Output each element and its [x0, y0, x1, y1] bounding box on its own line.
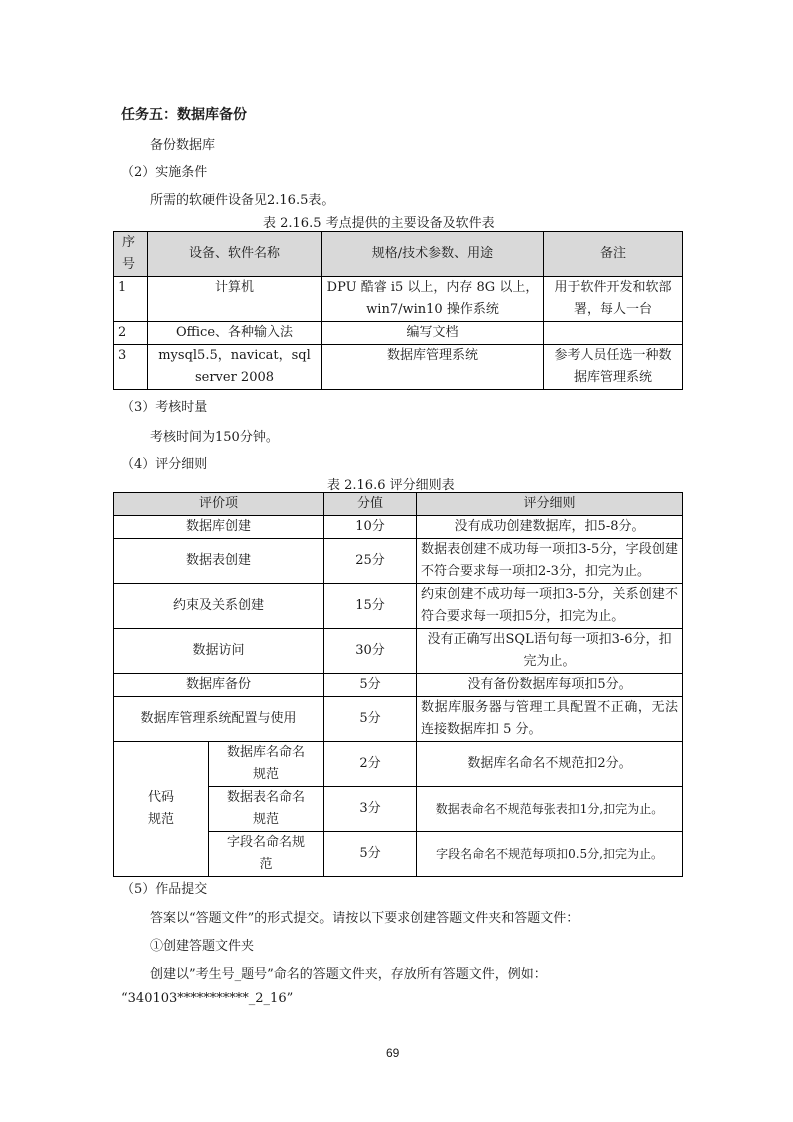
table2-cell-score: 15分 [324, 584, 417, 629]
table-row [114, 584, 683, 629]
section-4-title: （4）评分细则 [121, 457, 208, 472]
table1-cell-name: mysql5.5，navicat，sql server 2008 [148, 345, 322, 390]
table-row [114, 674, 683, 697]
table2-header-rule: 评分细则 [417, 493, 683, 516]
table2-cell-item: 数据库管理系统配置与使用 [114, 697, 324, 742]
table2-cell-rule: 没有正确写出SQL语句每一项扣3-6分，扣完为止。 [417, 629, 683, 674]
task-title: 任务五：数据库备份 [121, 107, 247, 123]
table2-cell-rule: 数据库服务器与管理工具配置不正确，无法连接数据库扣 5 分。 [417, 697, 683, 742]
table1-cell-no: 3 [114, 345, 148, 390]
table2-cell-item: 数据库创建 [114, 516, 324, 539]
table1-cell-note: 参考人员任选一种数据库管理系统 [544, 345, 683, 390]
section-5-text-2: 创建以”考生号_题号”命名的答题文件夹，存放所有答题文件，例如： [150, 967, 547, 982]
table2-header-score: 分值 [324, 493, 417, 516]
section-5-example: “340103***********_2_16” [121, 991, 294, 1006]
table1-cell-spec: 编写文档 [322, 322, 544, 345]
table2-cell-score: 5分 [324, 697, 417, 742]
table2-cell-rule: 数据表创建不成功每一项扣3-5分，字段创建不符合要求每一项扣2-3分，扣完为止。 [417, 539, 683, 584]
section-2-text: 所需的软硬件设备见2.16.5表。 [150, 193, 335, 208]
table2-cell-score: 2分 [324, 742, 417, 787]
table2-cell-rule: 数据表命名不规范每张表扣1分,扣完为止。 [417, 787, 683, 832]
table2-cell-item: 数据库名命名规范 [209, 742, 324, 787]
table1-header-note: 备注 [544, 232, 683, 277]
table-row [114, 697, 683, 742]
table2-cell-rule: 字段名命名不规范每项扣0.5分,扣完为止。 [417, 832, 683, 877]
section-3-text: 考核时间为150分钟。 [150, 430, 279, 445]
table2-cell-rule: 没有备份数据库每项扣5分。 [417, 674, 683, 697]
table2-cell-score: 30分 [324, 629, 417, 674]
table1-cell-note: 用于软件开发和软部署，每人一台 [544, 277, 683, 322]
table2-cell-item: 数据表创建 [114, 539, 324, 584]
section-5-item-1: ①创建答题文件夹 [150, 939, 255, 954]
table-row [114, 322, 683, 345]
table1-caption: 表 2.16.5 考点提供的主要设备及软件表 [263, 216, 495, 231]
table2-cell-item: 数据库备份 [114, 674, 324, 697]
scoring-table [113, 492, 683, 877]
table1-cell-name: 计算机 [148, 277, 322, 322]
table1-header-name: 设备、软件名称 [148, 232, 322, 277]
table2-cell-item: 约束及关系创建 [114, 584, 324, 629]
table-row [114, 277, 683, 322]
table1-cell-spec: 数据库管理系统 [322, 345, 544, 390]
table2-cell-item: 数据表名命名规范 [209, 787, 324, 832]
table2-cell-rule: 没有成功创建数据库，扣5-8分。 [417, 516, 683, 539]
table2-cell-rule: 数据库名命名不规范扣2分。 [417, 742, 683, 787]
table2-cell-item: 字段名命名规范 [209, 832, 324, 877]
table1-cell-spec: DPU 酷睿 i5 以上，内存 8G 以上，win7/win10 操作系统 [322, 277, 544, 322]
table1-cell-name: Office、各种输入法 [148, 322, 322, 345]
section-3-title: （3）考核时量 [121, 400, 208, 415]
section-2-title: （2）实施条件 [121, 165, 208, 180]
table2-cell-item: 数据访问 [114, 629, 324, 674]
table2-cell-rule: 约束创建不成功每一项扣3-5分，关系创建不符合要求每一项扣5分，扣完为止。 [417, 584, 683, 629]
table-row [114, 516, 683, 539]
table-row [114, 742, 683, 787]
page-number: 69 [386, 1046, 400, 1060]
table2-cell-score: 10分 [324, 516, 417, 539]
table2-cell-score: 3分 [324, 787, 417, 832]
section-5-title: （5）作品提交 [121, 882, 208, 897]
table2-caption: 表 2.16.6 评分细则表 [327, 478, 455, 493]
section-5-text: 答案以“答题文件”的形式提交。请按以下要求创建答题文件夹和答题文件： [150, 911, 580, 926]
table2-cell-score: 5分 [324, 832, 417, 877]
table-row [114, 629, 683, 674]
table1-header-spec: 规格/技术参数、用途 [322, 232, 544, 277]
table2-cell-score: 25分 [324, 539, 417, 584]
table1-header-no: 序号 [114, 232, 148, 277]
table2-header-item: 评价项 [114, 493, 324, 516]
table1-cell-note [544, 322, 683, 345]
table2-cell-score: 5分 [324, 674, 417, 697]
equipment-table [113, 231, 683, 390]
table1-cell-no: 2 [114, 322, 148, 345]
table-row [114, 345, 683, 390]
table2-code-group: 代码规范 [114, 742, 209, 877]
paragraph-backup: 备份数据库 [150, 138, 216, 153]
table1-cell-no: 1 [114, 277, 148, 322]
table-row [114, 539, 683, 584]
